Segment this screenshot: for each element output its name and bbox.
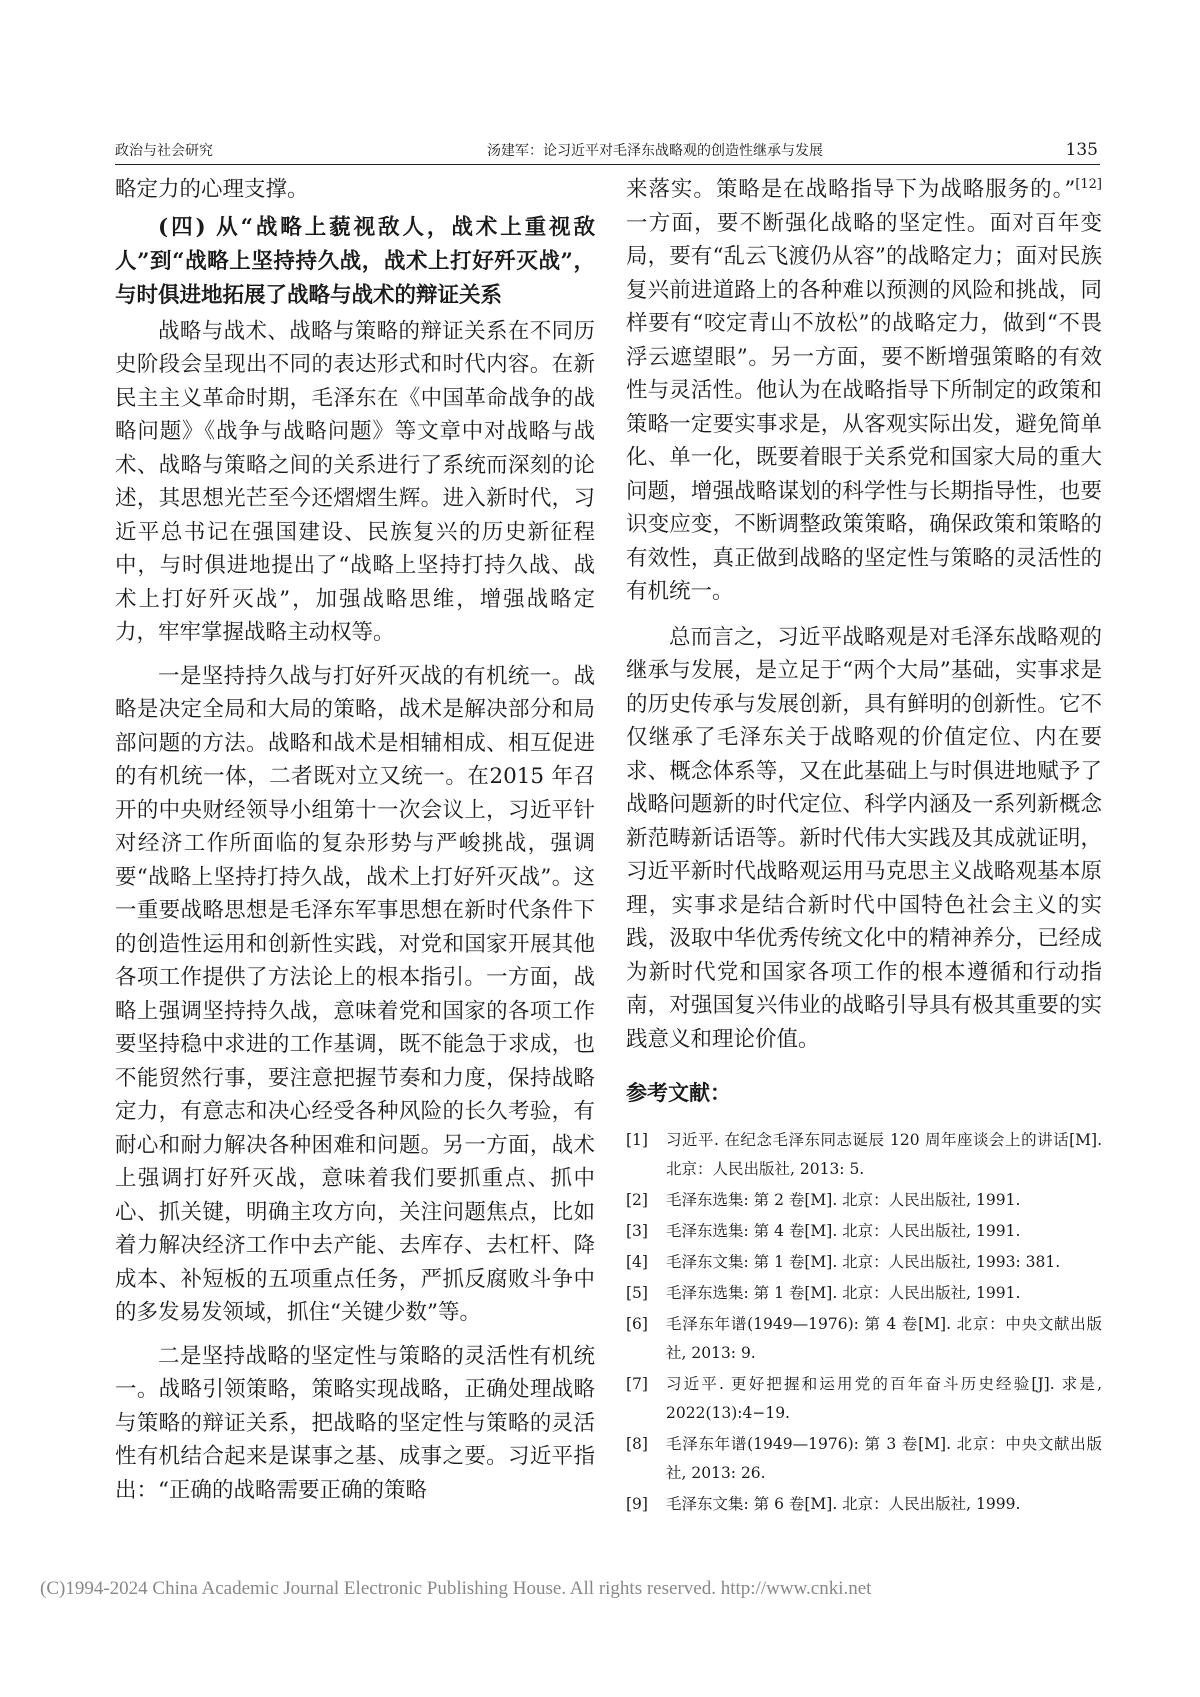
journal-name: 政治与社会研究 bbox=[115, 143, 213, 159]
reference-item bbox=[626, 1126, 1102, 1184]
reference-item bbox=[626, 1217, 1102, 1246]
reference-item bbox=[626, 1310, 1102, 1368]
carry-over-text: 略定力的心理支撑。 bbox=[115, 177, 309, 202]
reference-number: [8] bbox=[626, 1434, 648, 1453]
references-heading: 参考文献： bbox=[626, 1080, 731, 1105]
body-paragraph: 二是坚持战略的坚定性与策略的灵活性有机统一。战略引领策略，策略实现战略，正确处理战略与策略的辩证关系，把战略的坚定性与策略的灵活性有机结合起来是谋事之基、成事之要。习近平指出：“正确的战略需要正确的策略 bbox=[115, 1343, 595, 1503]
reference-item bbox=[626, 1279, 1102, 1308]
reference-number: [5] bbox=[626, 1283, 648, 1302]
page-header bbox=[115, 134, 1100, 165]
left-column bbox=[115, 173, 595, 1507]
reference-item bbox=[626, 1370, 1102, 1428]
reference-number: [1] bbox=[626, 1130, 648, 1149]
reference-text: 毛泽东年谱(1949—1976): 第 3 卷[M]. 北京：中央文献出版社, 2013: 26. bbox=[666, 1434, 1102, 1482]
reference-text: 毛泽东选集: 第 4 卷[M]. 北京：人民出版社, 1991. bbox=[666, 1221, 1021, 1240]
copyright-footer: (C)1994-2024 China Academic Journal Electronic Publishing House. All rights reserved. http://www.cnki.net bbox=[40, 1578, 872, 1599]
reference-text: 毛泽东文集: 第 6 卷[M]. 北京：人民出版社, 1999. bbox=[666, 1494, 1021, 1513]
reference-number: [7] bbox=[626, 1374, 648, 1393]
reference-number: [3] bbox=[626, 1221, 648, 1240]
reference-number: [4] bbox=[626, 1252, 648, 1271]
reference-text: 毛泽东选集: 第 2 卷[M]. 北京：人民出版社, 1991. bbox=[666, 1190, 1021, 1209]
reference-text: 毛泽东年谱(1949—1976): 第 4 卷[M]. 北京：中央文献出版社, 2013: 9. bbox=[666, 1314, 1102, 1362]
reference-item bbox=[626, 1186, 1102, 1215]
body-paragraph: 战略与战术、战略与策略的辩证关系在不同历史阶段会呈现出不同的表达形式和时代内容。在新民主主义革命时期，毛泽东在《中国革命战争的战略问题》《战争与战略问题》等文章中对战略与战术、战略与策略之间的关系进行了系统而深刻的论述，其思想光芒至今还熠熠生辉。进入新时代，习近平总书记在强国建设、民族复兴的历史新征程中，与时俱进地提出了“战略上坚持打持久战、战术上打好歼灭战”，加强战略思维，增强战略定力，牢牢掌握战略主动权等。 bbox=[115, 318, 595, 645]
reference-text: 毛泽东选集: 第 1 卷[M]. 北京：人民出版社, 1991. bbox=[666, 1283, 1021, 1302]
article-running-title: 汤建军：论习近平对毛泽东战略观的创造性继承与发展 bbox=[487, 143, 823, 159]
section-heading: (四) 从“战略上藐视敌人，战术上重视敌人”到“战略上坚持持久战，战术上打好歼灭战”，与时俱进地拓展了战略与战术的辩证关系 bbox=[115, 214, 595, 308]
reference-number: [6] bbox=[626, 1314, 648, 1333]
reference-text: 习近平. 在纪念毛泽东同志诞辰 120 周年座谈会上的讲话[M]. 北京：人民出版社, 2013: 5. bbox=[666, 1130, 1102, 1178]
citation-marker: [12] bbox=[1075, 176, 1102, 192]
reference-item bbox=[626, 1490, 1102, 1519]
carry-over-text bbox=[626, 173, 1102, 609]
reference-number: [2] bbox=[626, 1190, 648, 1209]
references-list bbox=[626, 1126, 1102, 1519]
reference-item bbox=[626, 1430, 1102, 1488]
right-column bbox=[626, 173, 1102, 1521]
body-paragraph: 一是坚持持久战与打好歼灭战的有机统一。战略是决定全局和大局的策略，战术是解决部分和局部问题的方法。战略和战术是相辅相成、相互促进的有机统一体，二者既对立又统一。在2015 年召开的中央财经领导小组第十一次会议上，习近平针对经济工作所面临的复杂形势与严峻挑战，强调要“战略上坚持打持久战，战术上打好歼灭战”。这一重要战略思想是毛泽东军事思想在新时代条件下的创造性运用和创新性实践，对党和国家开展其他各项工作提供了方法论上的根本指引。一方面，战略上强调坚持持久战，意味着党和国家的各项工作要坚持稳中求进的工作基调，既不能急于求成，也不能贸然行事，要注意把握节奏和力度，保持战略定力，有意志和决心经受各种风险的长久考验，有耐心和耐力解决各种困难和问题。另一方面，战术上强调打好歼灭战，意味着我们要抓重点、抓中心、抓关键，明确主攻方向，关注问题焦点，比如着力解决经济工作中去产能、去库存、去杠杆、降成本、补短板的五项重点任务，严抓反腐败斗争中的多发易发领域，抓住“关键少数”等。 bbox=[115, 663, 595, 1325]
carry-over-quote: 来落实。策略是在战略指导下为战略服务的。” bbox=[626, 177, 1076, 202]
reference-item bbox=[626, 1248, 1102, 1277]
page-number: 135 bbox=[1065, 140, 1098, 160]
carry-over-rest: 一方面，要不断强化战略的坚定性。面对百年变局，要有“乱云飞渡仍从容”的战略定力；面对民族复兴前进道路上的各种难以预测的风险和挑战，同样要有“咬定青山不放松”的战略定力，做到“不畏浮云遮望眼”。另一方面，要不断增强策略的有效性与灵活性。他认为在战略指导下所制定的政策和策略一定要实事求是，从客观实际出发，避免简单化、单一化，既要着眼于关系党和国家大局的重大问题，增强战略谋划的科学性与长期指导性，也要识变应变，不断调整政策策略，确保政策和策略的有效性，真正做到战略的坚定性与策略的灵活性的有机统一。 bbox=[626, 210, 1102, 604]
reference-number: [9] bbox=[626, 1494, 648, 1513]
reference-text: 习近平. 更好把握和运用党的百年奋斗历史经验[J]. 求是, 2022(13):4−19. bbox=[666, 1374, 1102, 1422]
conclusion-paragraph: 总而言之，习近平战略观是对毛泽东战略观的继承与发展，是立足于“两个大局”基础，实事求是的历史传承与发展创新，具有鲜明的创新性。它不仅继承了毛泽东关于战略观的价值定位、内在要求、概念体系等，又在此基础上与时俱进地赋予了战略问题新的时代定位、科学内涵及一系列新概念新范畴新话语等。新时代伟大实践及其成就证明，习近平新时代战略观运用马克思主义战略观基本原理，实事求是结合新时代中国特色社会主义的实践，汲取中华优秀传统文化中的精神养分，已经成为新时代党和国家各项工作的根本遵循和行动指南，对强国复兴伟业的战略引导具有极其重要的实践意义和理论价值。 bbox=[626, 624, 1102, 1052]
reference-text: 毛泽东文集: 第 1 卷[M]. 北京：人民出版社, 1993: 381. bbox=[666, 1252, 1061, 1271]
